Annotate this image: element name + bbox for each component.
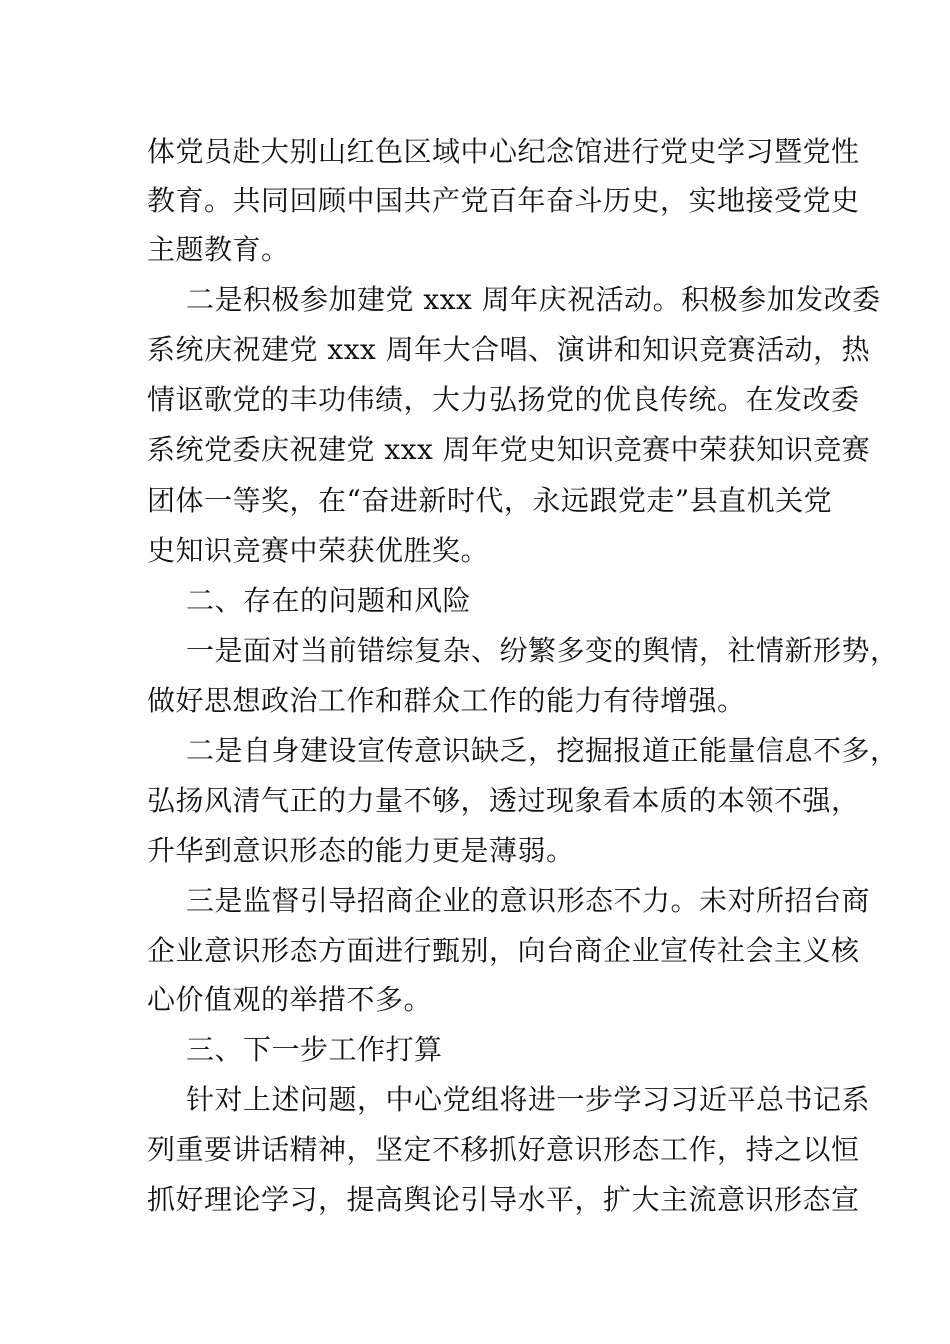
paragraph-start-line: 三是监督引导招商企业的意识形态不力。未对所招台商 bbox=[186, 884, 871, 917]
text-line: 系统庆祝建党 xxx 周年大合唱、演讲和知识竞赛活动，热 bbox=[147, 333, 871, 366]
text-line: 情讴歌党的丰功伟绩，大力弘扬党的优良传统。在发改委 bbox=[147, 383, 860, 416]
paragraph-start-line: 二是自身建设宣传意识缺乏，挖掘报道正能量信息不多， bbox=[186, 734, 899, 767]
text-line: 列重要讲话精神，坚定不移抓好意识形态工作，持之以恒 bbox=[147, 1133, 860, 1166]
text-line: 做好思想政治工作和群众工作的能力有待增强。 bbox=[147, 684, 746, 717]
text-line: 体党员赴大别山红色区域中心纪念馆进行党史学习暨党性 bbox=[147, 135, 860, 168]
paragraph-start-line: 一是面对当前错综复杂、纷繁多变的舆情，社情新形势， bbox=[186, 634, 899, 667]
text-line: 史知识竞赛中荣获优胜奖。 bbox=[147, 534, 490, 567]
section-heading: 二、存在的问题和风险 bbox=[186, 584, 472, 617]
text-line: 弘扬风清气正的力量不够，透过现象看本质的本领不强， bbox=[147, 784, 860, 817]
text-line: 教育。共同回顾中国共产党百年奋斗历史，实地接受党史 bbox=[147, 184, 860, 217]
text-line: 升华到意识形态的能力更是薄弱。 bbox=[147, 834, 575, 867]
text-line: 团体一等奖，在“奋进新时代，永远跟党走”县直机关党 bbox=[147, 484, 833, 517]
paragraph-start-line: 二是积极参加建党 xxx 周年庆祝活动。积极参加发改委 bbox=[186, 283, 881, 316]
paragraph-start-line: 针对上述问题，中心党组将进一步学习习近平总书记系 bbox=[186, 1083, 871, 1116]
section-heading: 三、下一步工作打算 bbox=[186, 1033, 443, 1066]
text-line: 主题教育。 bbox=[147, 233, 290, 266]
text-line: 抓好理论学习，提高舆论引导水平，扩大主流意识形态宣 bbox=[147, 1183, 860, 1216]
text-line: 系统党委庆祝建党 xxx 周年党史知识竞赛中荣获知识竞赛 bbox=[147, 433, 871, 466]
text-line: 心价值观的举措不多。 bbox=[147, 983, 433, 1016]
text-line: 企业意识形态方面进行甄别，向台商企业宣传社会主义核 bbox=[147, 934, 860, 967]
